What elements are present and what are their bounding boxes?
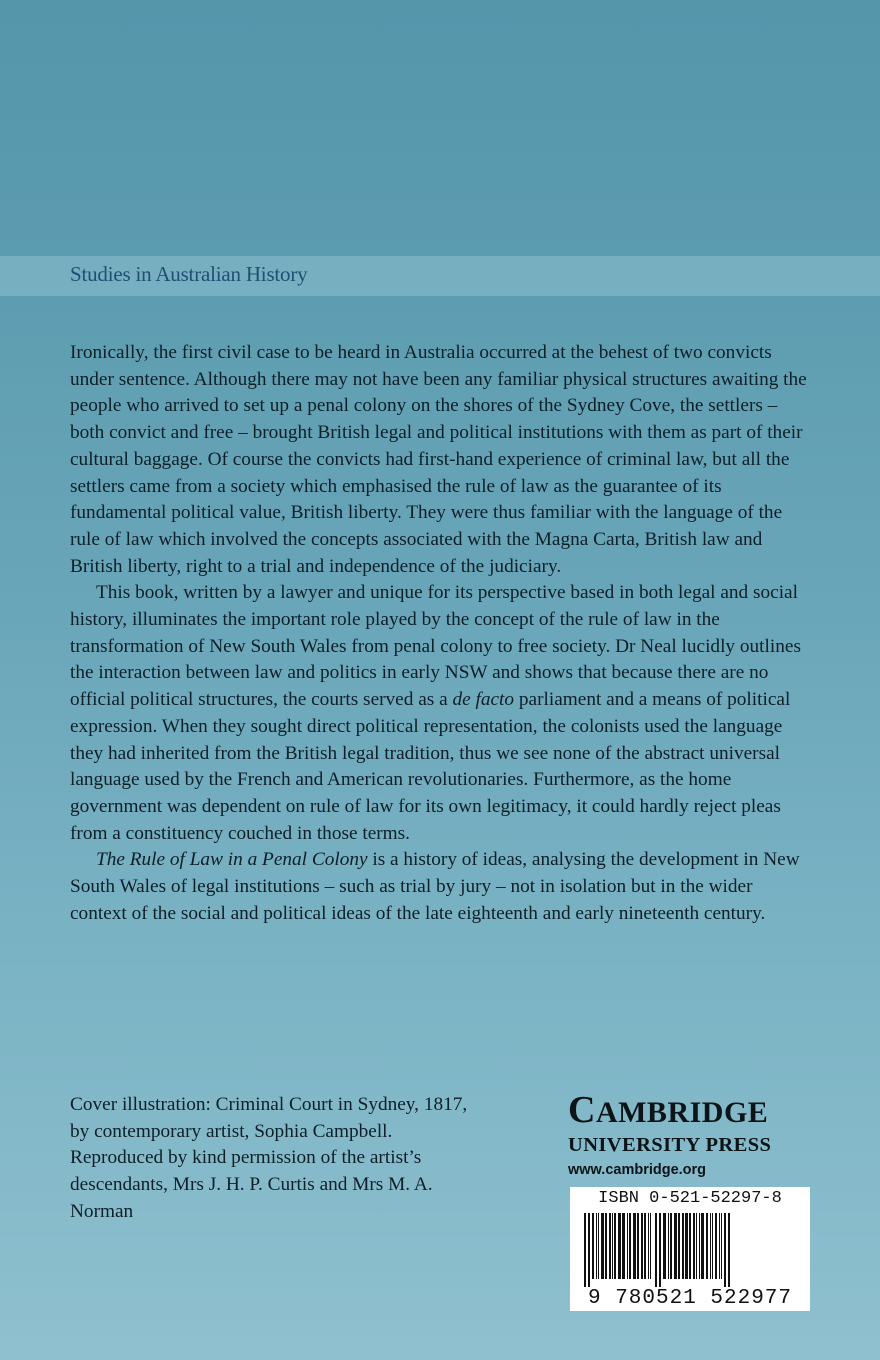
book-title-italic: The Rule of Law in a Penal Colony <box>96 849 368 871</box>
publisher-url: www.cambridge.org <box>568 1162 707 1178</box>
barcode-bar <box>596 1213 597 1279</box>
barcode-bar <box>644 1213 646 1279</box>
barcode-bar <box>641 1213 643 1279</box>
barcode-bar <box>629 1213 631 1279</box>
barcode-bar <box>618 1213 621 1279</box>
barcode-bar <box>682 1213 684 1279</box>
barcode-bar <box>689 1213 691 1279</box>
blurb-paragraph-2 <box>70 580 810 847</box>
barcode-bar <box>650 1213 651 1279</box>
barcode-bar <box>663 1213 666 1279</box>
barcode-bar <box>592 1213 594 1279</box>
publisher-subname: UNIVERSITY PRESS <box>568 1134 772 1156</box>
credit-line: Cover illustration: Criminal Court in Sydney, 1817, <box>70 1094 468 1115</box>
barcode-bar <box>633 1213 636 1279</box>
barcode-bar <box>668 1213 669 1279</box>
barcode-bar <box>693 1213 695 1279</box>
barcode-bar <box>622 1213 625 1279</box>
barcode-bar <box>601 1213 604 1279</box>
barcode-bar <box>701 1213 704 1279</box>
barcode-bar <box>614 1213 616 1279</box>
barcode-bar <box>719 1213 720 1279</box>
cover-illustration-credit <box>70 1092 540 1226</box>
barcode-bar <box>648 1213 649 1279</box>
publisher-name-rest: AMBRIDGE <box>595 1096 769 1129</box>
barcode-bar <box>598 1213 599 1279</box>
publisher-name-initial: C <box>568 1089 596 1131</box>
barcode-bar <box>696 1213 697 1279</box>
series-title: Studies in Australian History <box>70 262 308 286</box>
back-cover-blurb <box>70 340 810 927</box>
barcode-bar <box>724 1213 726 1287</box>
barcode-bar <box>637 1213 639 1279</box>
barcode-bar <box>706 1213 708 1279</box>
barcode-bar <box>685 1213 688 1279</box>
barcode-bar <box>699 1213 700 1279</box>
credit-line: Reproduced by kind permission of the artist’s <box>70 1147 422 1169</box>
barcode-bar <box>721 1213 722 1279</box>
barcode-bar <box>712 1213 713 1279</box>
blurb-paragraph-3 <box>70 847 810 927</box>
barcode-bar <box>678 1213 680 1279</box>
barcode-bars <box>580 1213 800 1287</box>
credit-line: Norman <box>70 1200 134 1222</box>
barcode-panel <box>570 1187 810 1311</box>
barcode-bar <box>584 1213 586 1287</box>
blurb-p2-text-after: parliament and a means of political expression. When they sought direct political representation, the colonists used the language they had inherited from the British legal tradition, thus we see none of the abstract universal language used by the French and American revolutionaries. Furthermore, as the home government was dependent on rule of law for its own legitimacy, it could hardly reject pleas from a constituency couched in those terms. <box>70 689 791 844</box>
barcode-bar <box>670 1213 672 1279</box>
isbn-number: ISBN 0-521-52297-8 <box>598 1189 782 1208</box>
blurb-paragraph-1: Ironically, the first civil case to be heard in Australia occurred at the behest of two convicts under sentence. Although there may not have been any familiar physical structures awaiting the people who arrived to set up a penal colony on the shores of the Sydney Cove, the settlers – both convict and free – brought British legal and political institutions with them as part of their cultural baggage. Of course the convicts had first-hand experience of criminal law, but all the settlers came from a society which emphasised the rule of law as the guarantee of its fundamental political value, British liberty. They were thus familiar with the language of the rule of law which involved the concepts associated with the Magna Carta, British law and British liberty, right to a trial and independence of the judiciary. <box>70 342 807 577</box>
barcode-bar <box>612 1213 613 1279</box>
barcode-bar <box>605 1213 607 1279</box>
barcode-bar <box>655 1213 657 1287</box>
publisher-logo <box>568 1090 818 1178</box>
barcode-bar <box>710 1213 711 1279</box>
publisher-name <box>568 1090 818 1133</box>
barcode-bar <box>588 1213 590 1287</box>
barcode-bar <box>728 1213 730 1287</box>
blurb-p2-text-before: This book, written by a lawyer and unique for its perspective based in both legal and social history, illuminates the important role played by the concept of the rule of law in the transformation of New South Wales from penal colony to free society. Dr Neal lucidly outlines the interaction between law and politics in early NSW and shows that because there are no official political structures, the courts served as a <box>70 582 801 711</box>
barcode-bar <box>609 1213 611 1279</box>
barcode-bar <box>659 1213 661 1287</box>
barcode-bar <box>627 1213 628 1279</box>
blurb-p2-italic: de facto <box>452 689 515 711</box>
barcode-bar <box>674 1213 677 1279</box>
credit-line: descendants, Mrs J. H. P. Curtis and Mrs M. A. <box>70 1174 433 1196</box>
barcode-bar <box>715 1213 717 1279</box>
credit-line: by contemporary artist, Sophia Campbell. <box>70 1120 393 1142</box>
blurb-p3-text: is a history of ideas, analysing the development in New South Wales of legal institutions – such as trial by jury – not in isolation but in the wider context of the social and political ideas of the late eighteenth and early nineteenth century. <box>70 849 800 924</box>
ean-number: 9 780521 522977 <box>587 1287 793 1310</box>
